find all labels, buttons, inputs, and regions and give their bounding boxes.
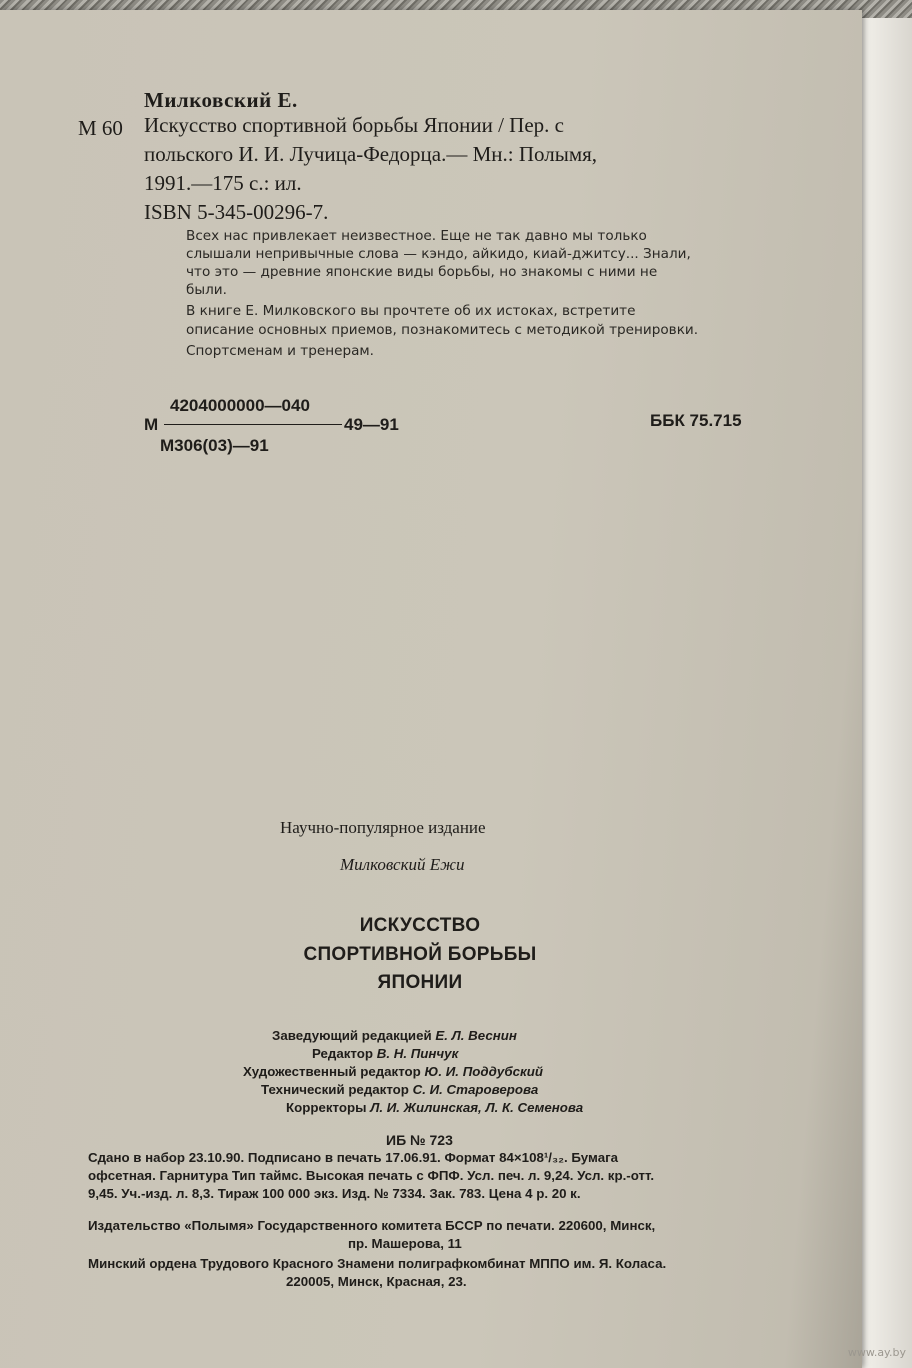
abstract-line: были. <box>186 282 227 298</box>
book-page <box>0 10 862 1368</box>
staff-line <box>286 1100 583 1115</box>
staff-role: Заведующий редакцией <box>272 1028 432 1043</box>
abstract-line: слышали непривычные слова — кэндо, айкидо, киай-джитсу... Знали, <box>186 246 691 262</box>
imprint-line: 9,45. Уч.-изд. л. 8,3. Тираж 100 000 экз. Изд. № 7334. Зак. 783. Цена 4 р. 20 к. <box>88 1186 581 1201</box>
publisher-line: пр. Машерова, 11 <box>348 1236 462 1251</box>
abstract-line: Спортсменам и тренерам. <box>186 343 374 359</box>
publisher-line: Издательство «Полымя» Государственного комитета БССР по печати. 220600, Минск, <box>88 1218 656 1233</box>
edition-type: Научно-популярное издание <box>280 818 486 837</box>
colophon-author: Милковский Ежи <box>340 855 465 874</box>
staff-name: Е. Л. Веснин <box>435 1028 517 1043</box>
bbk-code: ББК 75.715 <box>650 411 742 430</box>
staff-role: Технический редактор <box>261 1082 409 1097</box>
catalog-index-top: 4204000000—040 <box>170 396 310 415</box>
abstract-line: что это — древние японские виды борьбы, но знакомы с ними не <box>186 264 658 280</box>
staff-name: Ю. И. Поддубский <box>424 1064 543 1079</box>
printer-line: 220005, Минск, Красная, 23. <box>286 1274 467 1289</box>
reference-line: 1991.—175 с.: ил. <box>144 171 302 195</box>
abstract-line: описание основных приемов, познакомитесь с методикой тренировки. <box>186 322 699 338</box>
staff-name: В. Н. Пинчук <box>376 1046 459 1061</box>
catalog-index-right: 49—91 <box>344 415 399 434</box>
catalog-index-letter: М <box>144 415 159 434</box>
staff-line <box>243 1064 543 1079</box>
reference-line: польского И. И. Лучица-Федорца.— Мн.: Полымя, <box>144 142 598 166</box>
catalog-code: М 60 <box>78 116 123 140</box>
imprint-line: офсетная. Гарнитура Тип таймс. Высокая печать с ФПФ. Усл. печ. л. 9,24. Усл. кр.-отт. <box>88 1168 655 1183</box>
staff-role: Редактор <box>312 1046 374 1061</box>
abstract-line: Всех нас привлекает неизвестное. Еще не так давно мы только <box>186 228 647 244</box>
book-title-line: ИСКУССТВО <box>359 915 481 936</box>
imprint-line: Сдано в набор 23.10.90. Подписано в печать 17.06.91. Формат 84×108¹/₃₂. Бумага <box>88 1150 619 1165</box>
site-watermark: www.ay.by <box>847 1346 906 1359</box>
ib-number: ИБ № 723 <box>386 1132 453 1148</box>
staff-role: Художественный редактор <box>243 1064 421 1079</box>
staff-line <box>312 1046 458 1061</box>
printer-line: Минский ордена Трудового Красного Знамени полиграфкомбинат МППО им. Я. Коласа. <box>88 1256 667 1271</box>
book-title-line: ЯПОНИИ <box>377 972 463 993</box>
abstract-line: В книге Е. Милковского вы прочтете об их истоках, встретите <box>186 303 636 319</box>
staff-role: Корректоры <box>286 1100 367 1115</box>
reference-line: Искусство спортивной борьбы Японии / Пер. с <box>144 113 564 137</box>
catalog-author: Милковский Е. <box>144 88 298 112</box>
staff-name: Л. И. Жилинская, Л. К. Семенова <box>370 1100 584 1115</box>
staff-line <box>261 1082 538 1097</box>
isbn-line: ISBN 5-345-00296-7. <box>144 200 329 224</box>
staff-line <box>272 1028 517 1043</box>
catalog-index-bottom: М306(03)—91 <box>160 436 269 455</box>
staff-name: С. И. Староверова <box>412 1082 539 1097</box>
catalog-fraction-rule <box>164 424 342 425</box>
book-title-line: СПОРТИВНОЙ БОРЬБЫ <box>303 944 537 965</box>
